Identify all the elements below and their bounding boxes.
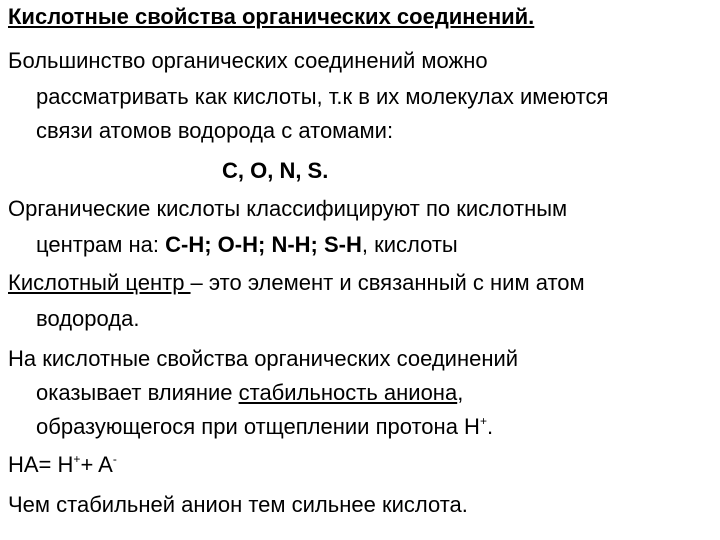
text-line-10: [36, 378, 463, 408]
text-line-11-post: .: [486, 414, 494, 439]
text-line-7: [8, 268, 585, 298]
text-line-3: связи атомов водорода с атомами:: [36, 118, 394, 143]
text-line-11: [36, 412, 493, 442]
acid-center-term: Кислотный центр: [8, 270, 191, 295]
text-line-1: Большинство органических соединений можно: [8, 48, 488, 73]
equation-right: + A: [80, 452, 113, 477]
text-line-5: [8, 194, 567, 224]
equation-plus-charge: +: [73, 452, 81, 466]
text-line-9: На кислотные свойства органических соединений: [8, 346, 519, 371]
text-line-10-post: ,: [457, 380, 464, 405]
text-line-5-content: Органические кислоты классифицируют по кислотным: [8, 196, 568, 221]
slide-title: Кислотные свойства органических соединений.: [8, 4, 535, 29]
proton-charge: +: [479, 414, 487, 428]
text-line-10-pre: оказывает влияние: [36, 380, 239, 405]
text-line-2: рассматривать как кислоты, т.к в их молекулах имеются: [36, 84, 609, 109]
equation-left: HA= H: [8, 452, 74, 477]
anion-stability-term: стабильность аниона: [238, 380, 458, 405]
text-line-6-post: , кислоты: [361, 232, 458, 257]
text-line-8: водорода.: [36, 306, 140, 331]
text-line-6-pre: центрам на:: [36, 232, 166, 257]
atoms-list: C, O, N, S.: [222, 158, 329, 183]
acid-center-definition: – это элемент и связанный с ним атом: [190, 270, 585, 295]
dissociation-equation: [8, 450, 117, 480]
conclusion-line: Чем стабильней анион тем сильнее кислота.: [8, 492, 468, 517]
text-line-6: [36, 230, 458, 260]
acid-centers: C-H; O-H; N-H; S-H: [165, 232, 362, 257]
text-line-11-pre: образующегося при отщеплении протона H: [36, 414, 480, 439]
equation-minus-charge: -: [112, 452, 117, 466]
